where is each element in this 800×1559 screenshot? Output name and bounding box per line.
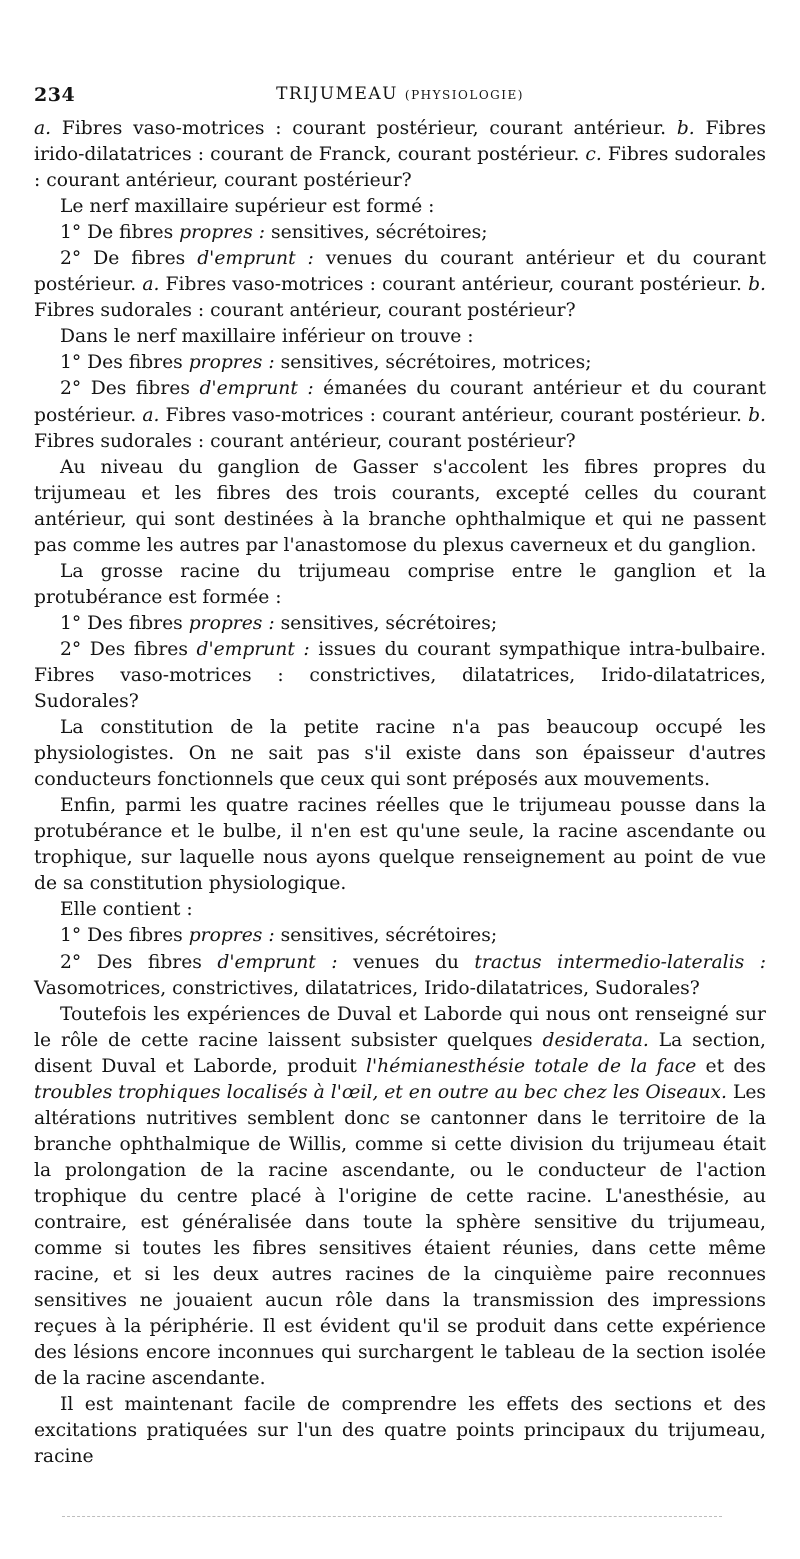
- paragraph: [34, 220, 766, 246]
- text-run: La section, disent Duval et Laborde, produit: [34, 1029, 766, 1077]
- italic-text: propres :: [188, 925, 275, 947]
- italic-text: b.: [676, 118, 695, 139]
- paragraph: [34, 637, 766, 715]
- paragraph: [34, 793, 766, 897]
- text-run: et des: [696, 1055, 766, 1077]
- text-run: 1° Des fibres: [60, 352, 189, 374]
- text-run: 2° Des fibres: [60, 951, 218, 973]
- italic-text: a.: [142, 404, 160, 426]
- italic-text: d'emprunt :: [197, 248, 314, 270]
- paragraph: [34, 923, 766, 949]
- text-run: Les altérations nutritives semblent donc se cantonner dans le territoire de la branche ophthalmique de Willis, comme si cette division du trijumeau était la prolongation de la racine ascendante, ou le conducteur de l'action trophique du centre placé à l'origine de cette racine. L'anesthésie, au contraire, est généralisée dans toute la sphère sensitive du trijumeau, comme si toutes les fibres sensitives étaient réunies, dans cette même racine, et si les deux autres racines de la cinquième paire reconnues sensitives ne jouaient aucun rôle dans la transmission des impressions reçues à la périphérie. Il est évident qu'il se produit dans cette expérience des lésions encore inconnues qui surchargent le tableau de la section isolée de la racine ascendante.: [34, 1081, 767, 1390]
- text-run: venues du: [337, 951, 475, 973]
- text-run: 2° De fibres: [60, 248, 198, 270]
- paragraph: [34, 950, 766, 1002]
- page: [34, 84, 766, 1470]
- text-run: émanées du courant antérieur et du courant postérieur.: [34, 378, 767, 426]
- italic-text: desiderata.: [542, 1029, 649, 1051]
- text-run: issues du courant sympathique intra-bulbaire. Fibres vaso-motrices : constrictives, dilatatrices, Irido-dilatatrices, Sudorales?: [34, 638, 766, 713]
- italic-text: d'emprunt :: [217, 951, 338, 973]
- text-run: 2° Des fibres: [60, 638, 197, 660]
- italic-text: c.: [585, 144, 602, 166]
- text-run: Fibres vaso-motrices : courant antérieur, courant postérieur.: [159, 404, 749, 426]
- text-run: Fibres sudorales : courant antérieur, courant postérieur?: [34, 300, 576, 322]
- paragraph: [34, 1002, 766, 1393]
- paragraph: [34, 116, 766, 194]
- italic-text: propres :: [188, 352, 275, 374]
- text-run: Le nerf maxillaire supérieur est formé :: [60, 196, 435, 218]
- text-run: sensitives, sécrétoires;: [274, 612, 498, 634]
- text-run: La constitution de la petite racine n'a pas beaucoup occupé les physiologistes. On ne sait pas s'il existe dans son épaisseur d'autres conducteurs fonctionnels que ceux qui sont préposés aux mouvements.: [34, 717, 766, 791]
- text-run: Elle contient :: [60, 899, 193, 921]
- text-run: Vasomotrices, constrictives, dilatatrices, Irido-dilatatrices, Sudorales?: [34, 977, 700, 999]
- italic-text: b.: [748, 404, 766, 426]
- running-title: [34, 84, 766, 104]
- running-header: [34, 84, 766, 110]
- italic-text: propres :: [179, 222, 266, 244]
- chapter-title: TRIJUMEAU: [276, 84, 398, 104]
- paragraph: [34, 324, 766, 350]
- text-run: venues du courant antérieur et du courant postérieur.: [34, 248, 767, 296]
- bottom-rule: [62, 1516, 722, 1517]
- text-run: La grosse racine du trijumeau comprise entre le ganglion et la protubérance est formée :: [34, 560, 766, 608]
- text-run: Toutefois les expériences de Duval et Laborde qui nous ont renseigné sur le rôle de cette racine laissent subsister quelques: [34, 1003, 766, 1051]
- paragraph: [34, 611, 766, 637]
- italic-text: d'emprunt :: [199, 378, 314, 400]
- italic-text: troubles trophiques localisés à l'œil, et en outre au bec chez les Oiseaux.: [34, 1081, 727, 1103]
- italic-text: a.: [142, 274, 160, 296]
- text-run: sensitives, sécrétoires;: [265, 222, 488, 244]
- text-run: 2° Des fibres: [60, 378, 200, 400]
- italic-text: tractus intermedio-lateralis :: [474, 951, 767, 973]
- paragraph: [34, 376, 766, 454]
- paragraph: [34, 1392, 766, 1470]
- text-run: sensitives, sécrétoires;: [274, 925, 498, 947]
- paragraph: [34, 897, 766, 923]
- paragraph: [34, 559, 766, 611]
- paragraph: [34, 194, 766, 220]
- text-run: Fibres sudorales : courant antérieur, courant postérieur?: [34, 430, 576, 452]
- body-text: [34, 116, 766, 1470]
- italic-text: a.: [34, 118, 52, 139]
- text-run: 1° De fibres: [60, 222, 180, 244]
- italic-text: l'hémianesthésie totale de la face: [366, 1055, 697, 1077]
- text-run: Fibres vaso-motrices : courant antérieur, courant postérieur.: [159, 274, 749, 296]
- text-run: 1° Des fibres: [60, 612, 189, 634]
- text-run: Fibres sudorales : courant antérieur, courant postérieur?: [34, 144, 766, 192]
- paragraph: [34, 455, 766, 559]
- italic-text: propres :: [188, 612, 275, 634]
- text-run: sensitives, sécrétoires, motrices;: [274, 352, 592, 374]
- text-run: Fibres irido-dilatatrices : courant de Franck, courant postérieur.: [34, 118, 766, 166]
- paragraph: [34, 350, 766, 376]
- text-run: 1° Des fibres: [60, 925, 189, 947]
- italic-text: b.: [748, 274, 766, 296]
- paragraph: [34, 715, 766, 793]
- paragraph: [34, 246, 766, 324]
- chapter-subtitle: (PHYSIOLOGIE): [404, 88, 524, 102]
- text-run: Au niveau du ganglion de Gasser s'accolent les fibres propres du trijumeau et les fibres des trois courants, excepté celles du courant antérieur, qui sont destinées à la branche ophthalmique et qui ne passent pas comme les autres par l'anastomose du plexus caverneux et du ganglion.: [34, 456, 766, 556]
- text-run: Enfin, parmi les quatre racines réelles que le trijumeau pousse dans la protubérance et le bulbe, il n'en est qu'une seule, la racine ascendante ou trophique, sur laquelle nous ayons quelque renseignement au point de vue de sa constitution physiologique.: [34, 795, 766, 895]
- text-run: Il est maintenant facile de comprendre les effets des sections et des excitations pratiquées sur l'un des quatre points principaux du trijumeau, racine: [34, 1394, 766, 1468]
- italic-text: d'emprunt :: [196, 638, 310, 660]
- text-run: Dans le nerf maxillaire inférieur on trouve :: [60, 326, 474, 348]
- text-run: Fibres vaso-motrices : courant postérieur, courant antérieur.: [51, 118, 677, 139]
- page-number: 234: [34, 84, 76, 106]
